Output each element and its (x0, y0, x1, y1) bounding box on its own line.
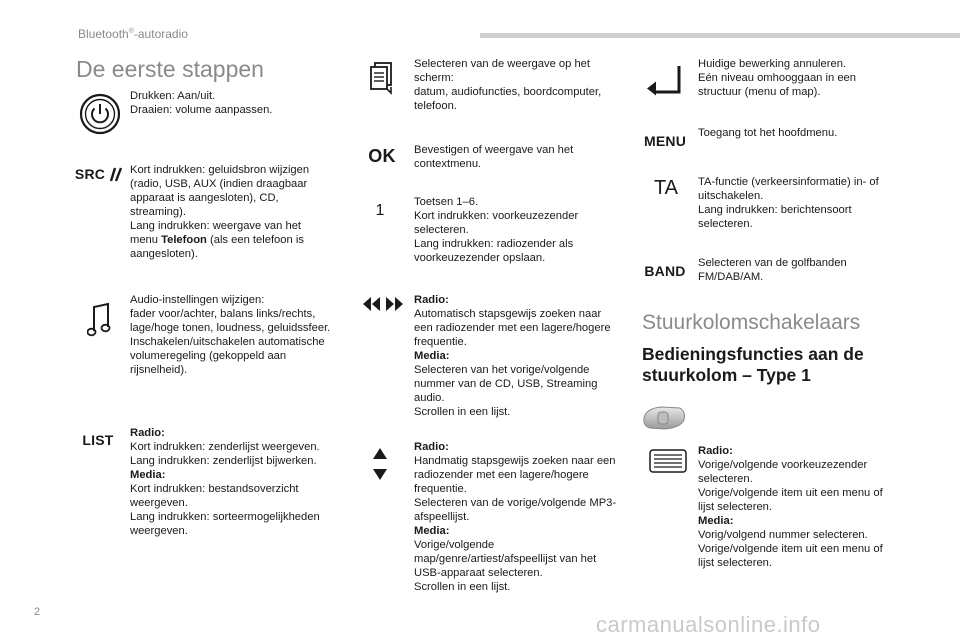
power-description: Drukken: Aan/uit. Draaien: volume aanpassen. (130, 90, 273, 116)
header-bar (480, 33, 960, 38)
watermark: carmanualsonline.info (596, 612, 821, 637)
section-title: Stuurkolomschakelaars (642, 311, 861, 334)
page-number: 2 (34, 606, 41, 618)
steering-control-image-icon (640, 404, 688, 432)
music-note-icon (86, 300, 112, 340)
display-pages-icon (366, 60, 396, 96)
menu-icon: MENU (643, 133, 687, 149)
seek-arrows-icon (360, 294, 406, 314)
up-down-arrows-icon (370, 446, 390, 482)
presets-description: Toetsen 1–6. Kort indrukken: voorkeuzezender selecteren. Lang indrukken: radiozender als voorkeuzezender opslaan. (414, 196, 579, 264)
menu-description: Toegang tot het hoofdmenu. (698, 127, 838, 139)
page-title: De eerste stappen (76, 56, 264, 82)
seek-description: Radio: Automatisch stapsgewijs zoeken naar een radiozender met een lagere/hogere frequentie. Media: Selecteren van het vorige/volgende nummer van de CD, USB, Streaming audio. Scrollen in een lijst. (414, 294, 611, 418)
ok-icon: OK (368, 145, 396, 166)
list-description: Radio: Kort indrukken: zenderlijst weergeven. Lang indrukken: zenderlijst bijwerken. Media: Kort indrukken: bestandsoverzicht weergeven. Lang indrukken: sorteermogelijkheden weergeven. (130, 427, 320, 537)
list-icon: LIST (82, 432, 114, 448)
audio-settings-description: Audio-instellingen wijzigen: fader voor/achter, balans links/rechts, lage/hoge tonen, loudness, geluidssfeer. Inschakelen/uitschakelen automatische volumeregeling (gekoppeld aan rijsnelheid). (130, 294, 331, 376)
band-description: Selecteren van de golfbanden FM/DAB/AM. (698, 257, 847, 283)
power-icon (78, 92, 122, 136)
thumbwheel-description: Radio: Vorige/volgende voorkeuzezender selecteren. Vorige/volgende item uit een menu of lijst selecteren. Media: Vorig/volgend nummer selecteren. Vorige/volgende item uit een menu of lijst selecteren. (698, 445, 883, 569)
ta-description: TA-functie (verkeersinformatie) in- of uitschakelen. Lang indrukken: berichtensoort selecteren. (698, 176, 879, 230)
manual-seek-description: Radio: Handmatig stapsgewijs zoeken naar een radiozender met een lagere/hogere frequentie. Selecteren van de vorige/volgende MP3-afspeellijst. Media: Vorige/volgende map/genre/artiest/afspeellijst van het USB-apparaat selecteren. Scrollen in een lijst. (414, 441, 617, 593)
back-arrow-icon (644, 60, 684, 98)
back-description: Huidige bewerking annuleren. Eén niveau omhooggaan in een structuur (menu of map). (698, 58, 856, 98)
src-icon: SRC (74, 164, 124, 184)
preset-1-icon: 1 (375, 202, 385, 219)
display-description: Selecteren van de weergave op het scherm: datum, audiofuncties, boordcomputer, telefoon. (414, 58, 602, 112)
steering-thumbwheel-icon (648, 448, 688, 474)
src-description: Kort indrukken: geluidsbron wijzigen (radio, USB, AUX (indien draagbaar apparaat is aangesloten), CD, streaming). Lang indrukken: weergave van het menu Telefoon (als een telefoon is aangesloten). (130, 164, 310, 260)
section-subtitle: Bedieningsfuncties aan de stuurkolom – Type 1 (642, 344, 864, 385)
running-header: Bluetooth®-autoradio (78, 27, 188, 41)
band-icon: BAND (644, 263, 686, 279)
ok-description: Bevestigen of weergave van het contextmenu. (414, 144, 574, 170)
ta-icon: TA (653, 176, 679, 199)
